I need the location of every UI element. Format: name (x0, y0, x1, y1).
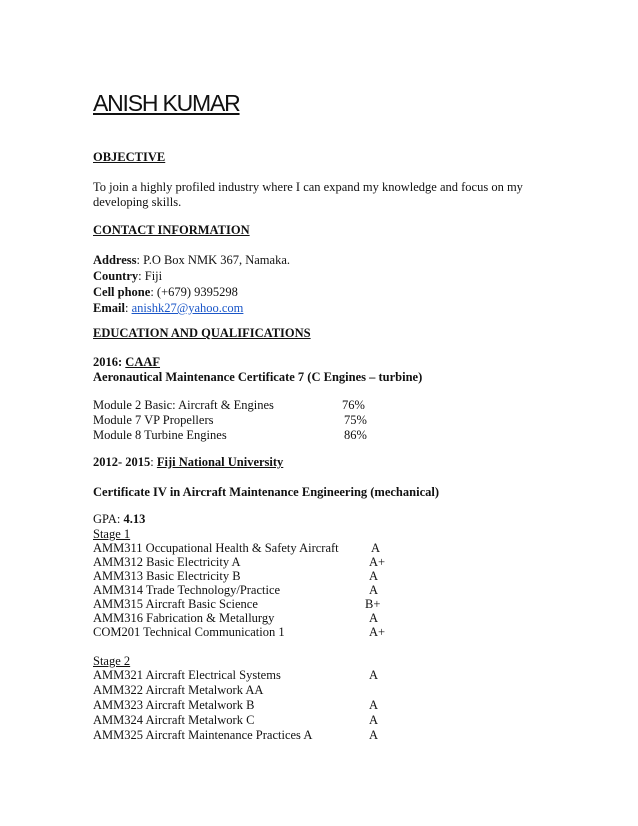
course-name: AMM322 Aircraft Metalwork AA (93, 683, 264, 697)
stage-1-label: Stage 1 (93, 527, 131, 541)
course-name: AMM314 Trade Technology/Practice (93, 583, 281, 597)
course-grade: A (369, 569, 379, 583)
module-score: 75% (344, 413, 367, 427)
country-value: : Fiji (138, 269, 163, 283)
course-grade: A (369, 668, 379, 682)
module-name: Module 7 VP Propellers (93, 413, 214, 427)
objective-line-2: developing skills. (93, 195, 182, 209)
course-name: AMM324 Aircraft Metalwork C (93, 713, 255, 727)
course-name: AMM325 Aircraft Maintenance Practices A (93, 728, 313, 742)
contact-heading: CONTACT INFORMATION (93, 223, 250, 237)
module-name: Module 2 Basic: Aircraft & Engines (93, 398, 274, 412)
education-heading: EDUCATION AND QUALIFICATIONS (93, 326, 311, 340)
course-name: AMM312 Basic Electricity A (93, 555, 241, 569)
course-grade: A+ (369, 625, 386, 639)
course-grade: A (369, 611, 379, 625)
gpa-label: GPA: (93, 512, 124, 526)
stage-2-label: Stage 2 (93, 654, 131, 668)
cell-phone-value: : (+679) 9395298 (150, 285, 238, 299)
email-link[interactable]: anishk27@yahoo.com (131, 301, 244, 315)
gpa-value: 4.13 (123, 512, 146, 526)
course-name: AMM315 Aircraft Basic Science (93, 597, 258, 611)
course-name: AMM311 Occupational Health & Safety Aircraft (93, 541, 339, 555)
course-grade: A (369, 713, 379, 727)
course-grade: B+ (365, 597, 381, 611)
fnu-years: 2012- 2015 (93, 455, 151, 469)
module-name: Module 8 Turbine Engines (93, 428, 227, 442)
address-label: Address (93, 253, 137, 267)
module-score: 86% (344, 428, 367, 442)
objective-heading: OBJECTIVE (93, 150, 166, 164)
country-label: Country (93, 269, 139, 283)
course-name: AMM316 Fabrication & Metallurgy (93, 611, 275, 625)
cell-phone-line (93, 285, 238, 300)
fnu-line (93, 455, 283, 470)
module-score: 76% (342, 398, 365, 412)
caaf-institution: CAAF (125, 355, 161, 369)
country-line (93, 269, 162, 284)
caaf-year: 2016: (93, 355, 126, 369)
course-name: AMM313 Basic Electricity B (93, 569, 241, 583)
course-name: AMM321 Aircraft Electrical Systems (93, 668, 281, 682)
gpa-line (93, 512, 145, 527)
course-name: AMM323 Aircraft Metalwork B (93, 698, 255, 712)
address-value: : P.O Box NMK 367, Namaka. (136, 253, 290, 267)
caaf-certificate: Aeronautical Maintenance Certificate 7 (C Engines – turbine) (93, 370, 423, 384)
fnu-separator: : (150, 455, 157, 469)
address-line (93, 253, 290, 268)
course-name: COM201 Technical Communication 1 (93, 625, 285, 639)
fnu-institution: Fiji National University (156, 455, 284, 469)
course-grade: A (371, 541, 381, 555)
email-separator: : (124, 301, 132, 315)
course-grade: A (369, 728, 379, 742)
objective-line-1: To join a highly profiled industry where I can expand my knowledge and focus on my (93, 180, 523, 194)
caaf-line (93, 355, 160, 370)
candidate-name: ANISH KUMAR (93, 90, 240, 116)
course-grade: A (369, 583, 379, 597)
cell-phone-label: Cell phone (93, 285, 151, 299)
email-label: Email (93, 301, 125, 315)
course-grade: A (369, 698, 379, 712)
course-grade: A+ (369, 555, 386, 569)
fnu-certificate: Certificate IV in Aircraft Maintenance Engineering (mechanical) (93, 485, 439, 499)
email-line (93, 301, 243, 316)
